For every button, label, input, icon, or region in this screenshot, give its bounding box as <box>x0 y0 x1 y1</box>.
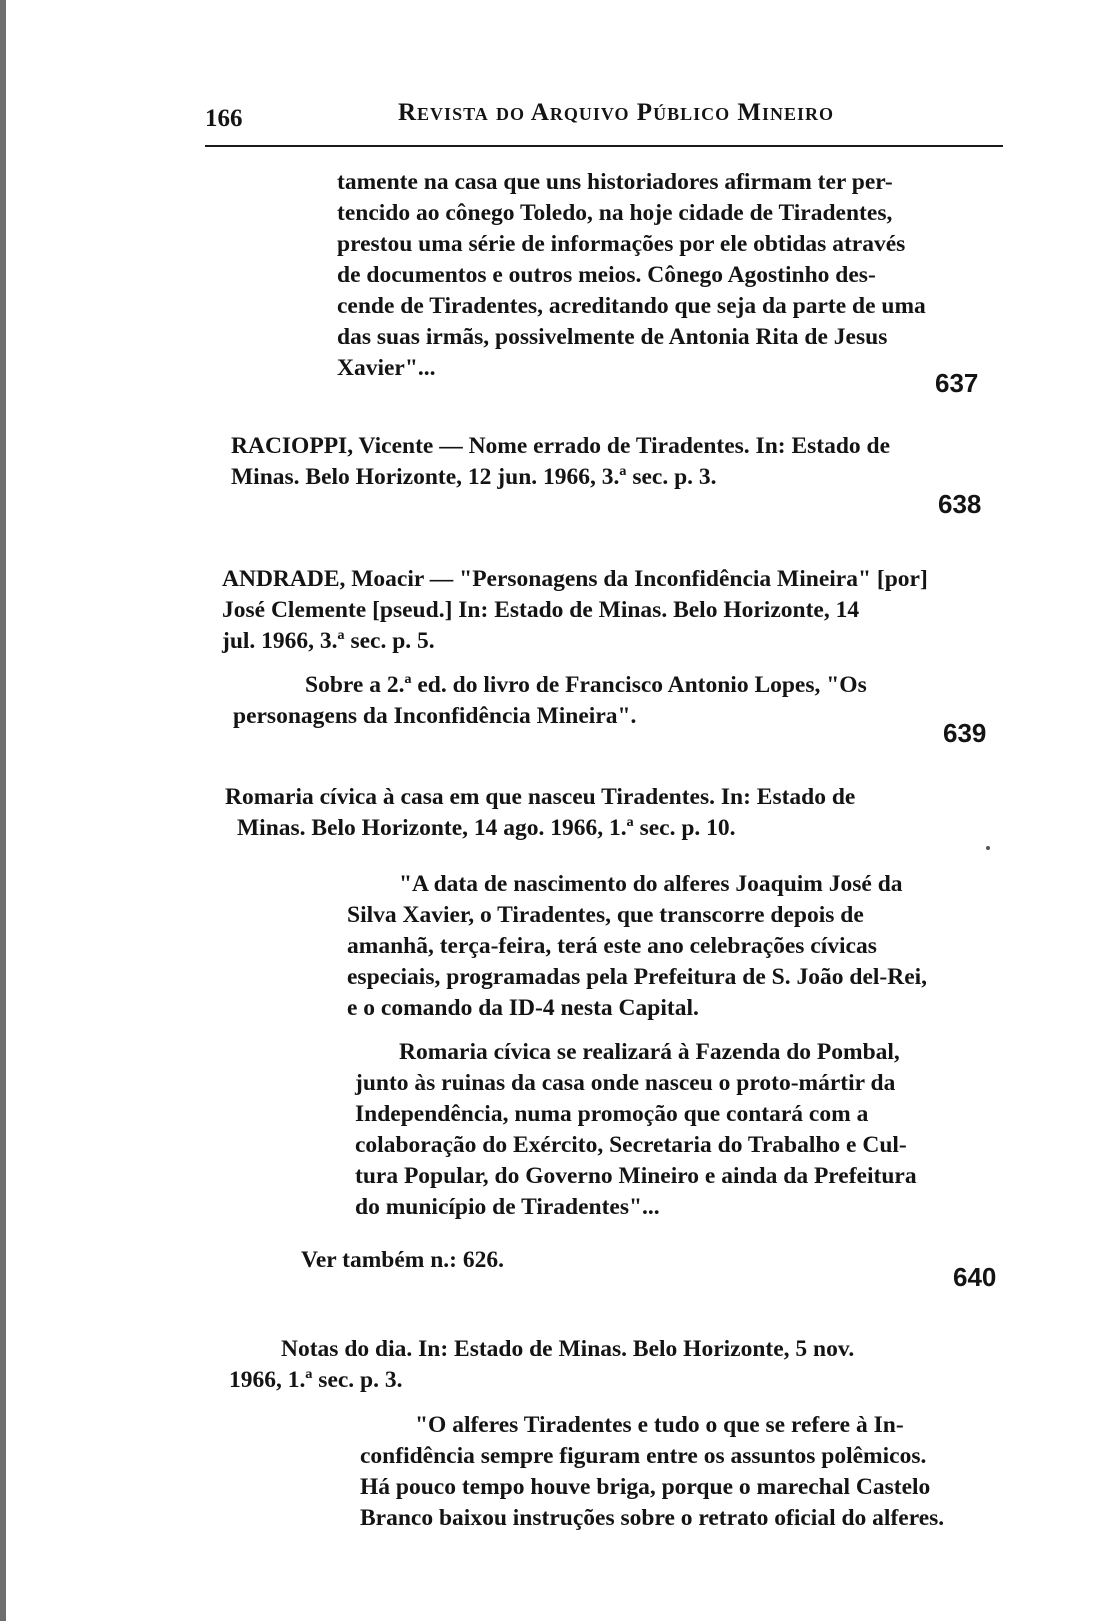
quote-641 <box>360 1410 995 1534</box>
text-line: e o comando da ID-4 nesta Capital. <box>347 995 699 1021</box>
text-line: Sobre a 2.ª ed. do livro de Francisco Antonio Lopes, "Os <box>305 672 867 698</box>
text-line: Ver também n.: 626. <box>301 1247 504 1273</box>
text-line: tura Popular, do Governo Mineiro e ainda da Prefeitura <box>355 1163 917 1189</box>
citation-638 <box>231 431 991 493</box>
quote-640-paragraph-2 <box>355 1037 990 1223</box>
text-line: RACIOPPI, Vicente — Nome errado de Tiradentes. In: Estado de <box>231 433 891 459</box>
citation-641 <box>229 1334 994 1396</box>
text-line: das suas irmãs, possivelmente de Antonia Rita de Jesus <box>337 324 888 350</box>
continuation-quote <box>337 167 977 384</box>
text-line: tamente na casa que uns historiadores afirmam ter per- <box>337 169 893 195</box>
text-line: amanhã, terça-feira, terá este ano celebrações cívicas <box>347 933 877 959</box>
see-also-640 <box>301 1245 701 1276</box>
text-line: tencido ao cônego Toledo, na hoje cidade de Tiradentes, <box>337 200 893 226</box>
quote-640-paragraph-1 <box>347 869 987 1024</box>
journal-title: Revista do Arquivo Público Mineiro <box>398 99 834 126</box>
text-line: do município de Tiradentes"... <box>355 1194 660 1220</box>
text-line: prestou uma série de informações por ele obtidas através <box>337 231 906 257</box>
text-line: Silva Xavier, o Tiradentes, que transcorre depois de <box>347 902 864 928</box>
page-edge-shadow <box>0 0 6 1621</box>
ink-speck <box>986 846 990 850</box>
entry-number-640: 640 <box>953 1262 997 1292</box>
text-line: ANDRADE, Moacir — "Personagens da Inconfidência Mineira" [por] <box>222 566 928 592</box>
text-line: personagens da Inconfidência Mineira". <box>233 703 637 729</box>
citation-640 <box>225 782 990 844</box>
text-line: "A data de nascimento do alferes Joaquim José da <box>399 871 903 897</box>
text-line: junto às ruinas da casa onde nasceu o proto-mártir da <box>355 1070 896 1096</box>
text-line: Há pouco tempo houve briga, porque o marechal Castelo <box>360 1474 931 1500</box>
text-line: especiais, programadas pela Prefeitura de S. João del-Rei, <box>347 964 928 990</box>
text-line: Romaria cívica à casa em que nasceu Tiradentes. In: Estado de <box>225 784 856 810</box>
entry-number-639: 639 <box>943 718 987 748</box>
text-line: colaboração do Exército, Secretaria do Trabalho e Cul- <box>355 1132 907 1158</box>
text-line: jul. 1966, 3.ª sec. p. 5. <box>222 628 435 654</box>
entry-number-638: 638 <box>938 489 982 519</box>
page-number: 166 <box>205 105 243 132</box>
text-line: de documentos e outros meios. Cônego Agostinho des- <box>337 262 876 288</box>
text-line: Branco baixou instruções sobre o retrato oficial do alferes. <box>360 1505 945 1531</box>
text-line: José Clemente [pseud.] In: Estado de Minas. Belo Horizonte, 14 <box>222 597 860 623</box>
entry-number-637: 637 <box>935 368 979 398</box>
text-line: Minas. Belo Horizonte, 12 jun. 1966, 3.ª sec. p. 3. <box>231 464 717 490</box>
text-line: cende de Tiradentes, acreditando que seja da parte de uma <box>337 293 926 319</box>
text-line: Notas do dia. In: Estado de Minas. Belo Horizonte, 5 nov. <box>281 1336 855 1362</box>
text-line: Xavier"... <box>337 355 436 381</box>
running-header <box>205 93 1003 147</box>
text-line: Minas. Belo Horizonte, 14 ago. 1966, 1.ª sec. p. 10. <box>237 815 736 841</box>
citation-639 <box>222 564 992 657</box>
text-line: 1966, 1.ª sec. p. 3. <box>229 1367 403 1393</box>
text-line: "O alferes Tiradentes e tudo o que se refere à In- <box>415 1412 904 1438</box>
text-line: confidência sempre figuram entre os assuntos polêmicos. <box>360 1443 927 1469</box>
text-line: Romaria cívica se realizará à Fazenda do Pombal, <box>399 1039 900 1065</box>
text-line: Independência, numa promoção que contará com a <box>355 1101 869 1127</box>
note-639 <box>233 670 993 732</box>
